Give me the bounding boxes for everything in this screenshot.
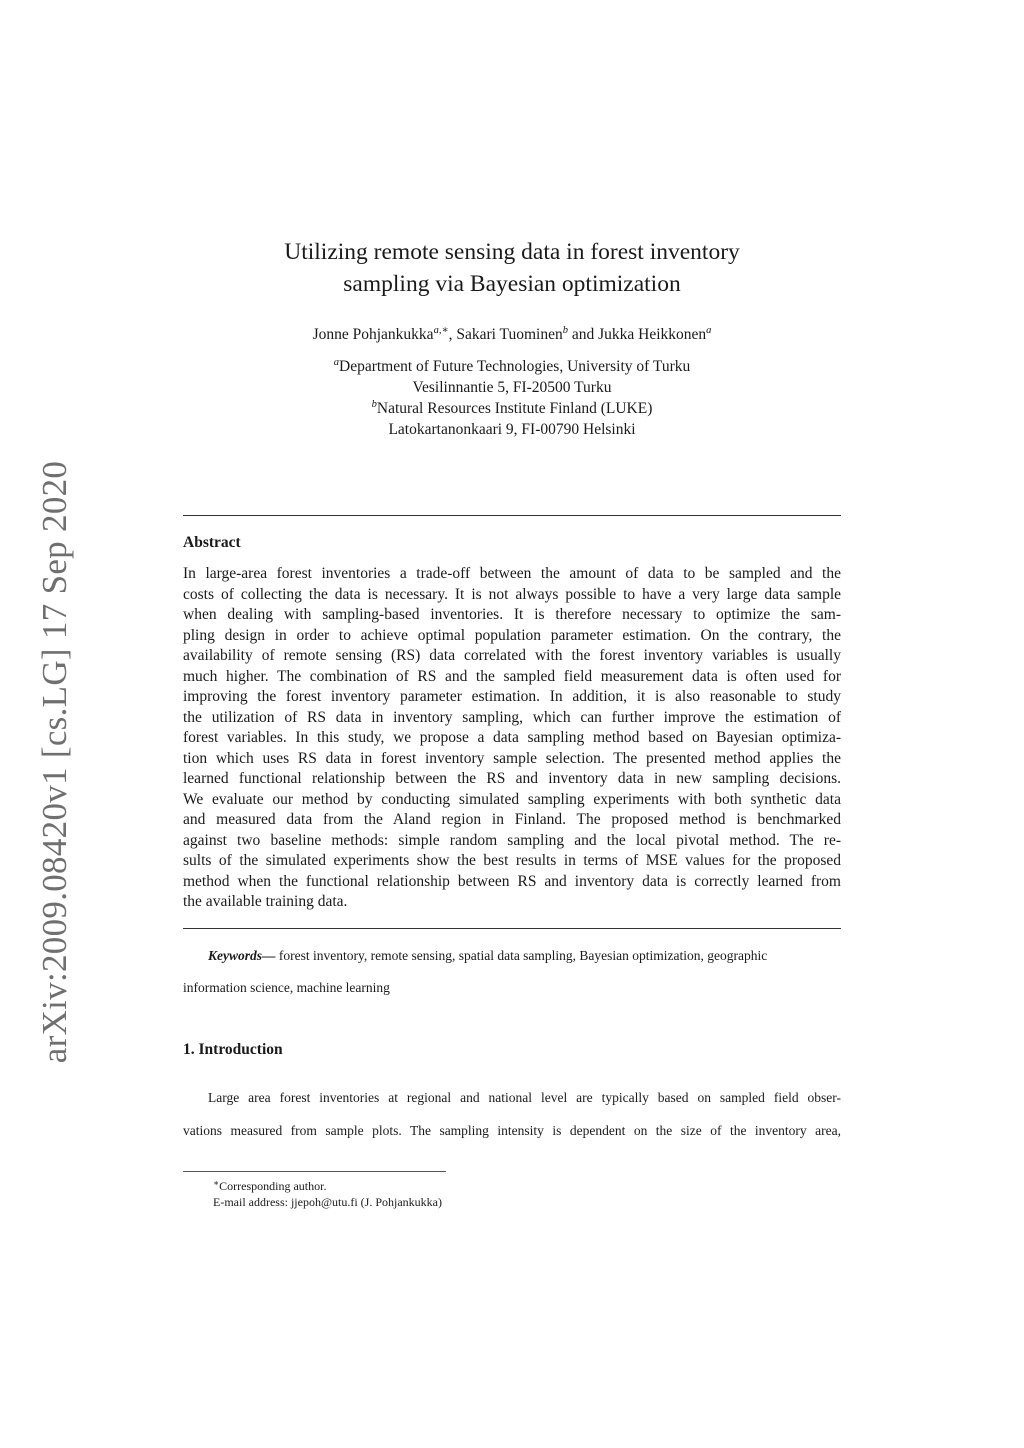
paper-title — [180, 236, 844, 300]
footnote-email: E-mail address: jjepoh@utu.fi (J. Pohjankukka) — [213, 1195, 443, 1209]
author-name: and Jukka Heikkonen — [567, 326, 707, 343]
author-name: , Sakari Tuominen — [448, 326, 563, 343]
abstract-body — [183, 564, 841, 913]
affiliation-mark: b — [371, 399, 377, 410]
abstract-line: In large-area forest inventories a trade-off between the amount of data to be sampled and the — [183, 565, 841, 582]
footnote-text: Corresponding author. — [219, 1179, 327, 1193]
abstract-line: method when the functional relationship between RS and inventory data is correctly learned from — [183, 872, 841, 890]
abstract-line: against two baseline methods: simple random sampling and the local pivotal method. The re- — [183, 831, 841, 849]
footnote-corresponding-author — [213, 1179, 326, 1194]
keywords-label: Keywords— — [208, 948, 276, 963]
affiliation-text: Natural Resources Institute Finland (LUKE) — [376, 400, 653, 417]
author-name: Jonne Pohjankukka — [312, 326, 434, 343]
abstract-line: improving the forest inventory parameter estimation. In addition, it is also reasonable to study — [183, 688, 841, 705]
arxiv-side-stamp: arXiv:2009.08420v1 [cs.LG] 17 Sep 2020 — [35, 460, 74, 1064]
abstract-line: when dealing with sampling-based inventories. It is therefore necessary to optimize the sam- — [183, 606, 841, 623]
abstract-line: availability of remote sensing (RS) data correlated with the forest inventory variables is usually — [183, 647, 841, 664]
keywords-text: forest inventory, remote sensing, spatial data sampling, Bayesian optimization, geographic — [275, 948, 768, 963]
section-heading-introduction: 1. Introduction — [183, 1041, 283, 1058]
abstract-line: much higher. The combination of RS and the sampled field measurement data is often used for — [183, 667, 841, 685]
title-line-1: Utilizing remote sensing data in forest inventory — [284, 239, 740, 265]
abstract-line: sults of the simulated experiments show the best results in terms of MSE values for the proposed — [183, 852, 841, 869]
author-affiliation-mark: a,∗ — [433, 325, 449, 336]
abstract-line: tion which uses RS data in forest inventory sample selection. The presented method applies the — [183, 749, 841, 767]
abstract-line: the utilization of RS data in inventory sampling, which can further improve the estimation of — [183, 708, 841, 726]
affiliation-mark: a — [333, 357, 340, 368]
keywords-continued: information science, machine learning — [183, 980, 390, 995]
affiliation-b-line-1 — [180, 398, 844, 419]
keywords — [208, 946, 841, 966]
title-line-2: sampling via Bayesian optimization — [343, 271, 681, 297]
abstract-bottom-rule — [183, 928, 841, 929]
abstract-line: forest variables. In this study, we propose a data sampling method based on Bayesian optimiza- — [183, 729, 841, 746]
footnote-rule — [183, 1171, 446, 1172]
author-affiliation-mark: b — [562, 325, 568, 336]
affiliation-a-line-1 — [180, 356, 844, 377]
abstract-line: We evaluate our method by conducting simulated sampling experiments with both synthetic data — [183, 790, 841, 808]
affiliations — [180, 356, 844, 440]
abstract-line: costs of collecting the data is necessary. It is not always possible to have a very large data sample — [183, 585, 841, 603]
footnote-mark: ∗ — [213, 1178, 220, 1188]
introduction-paragraph-line-1: Large area forest inventories at regional and national level are typically based on sampled field obser- — [208, 1090, 841, 1105]
author-affiliation-mark: a — [706, 325, 712, 336]
affiliation-b-line-2: Latokartanonkaari 9, FI-00790 Helsinki — [388, 421, 636, 438]
affiliation-a-line-2: Vesilinnantie 5, FI-20500 Turku — [412, 379, 612, 396]
introduction-paragraph-line-2: vations measured from sample plots. The sampling intensity is dependent on the size of the inventory area, — [183, 1123, 841, 1138]
abstract-line: pling design in order to achieve optimal population parameter estimation. On the contrary, the — [183, 626, 841, 644]
affiliation-text: Department of Future Technologies, University of Turku — [339, 358, 691, 375]
abstract-top-rule — [183, 515, 841, 516]
author-list — [180, 325, 844, 345]
abstract-line: and measured data from the Aland region in Finland. The proposed method is benchmarked — [183, 811, 841, 828]
abstract-line: learned functional relationship between the RS and inventory data in new sampling decisions. — [183, 770, 841, 787]
abstract-heading: Abstract — [183, 534, 241, 551]
abstract-line: the available training data. — [183, 893, 348, 910]
